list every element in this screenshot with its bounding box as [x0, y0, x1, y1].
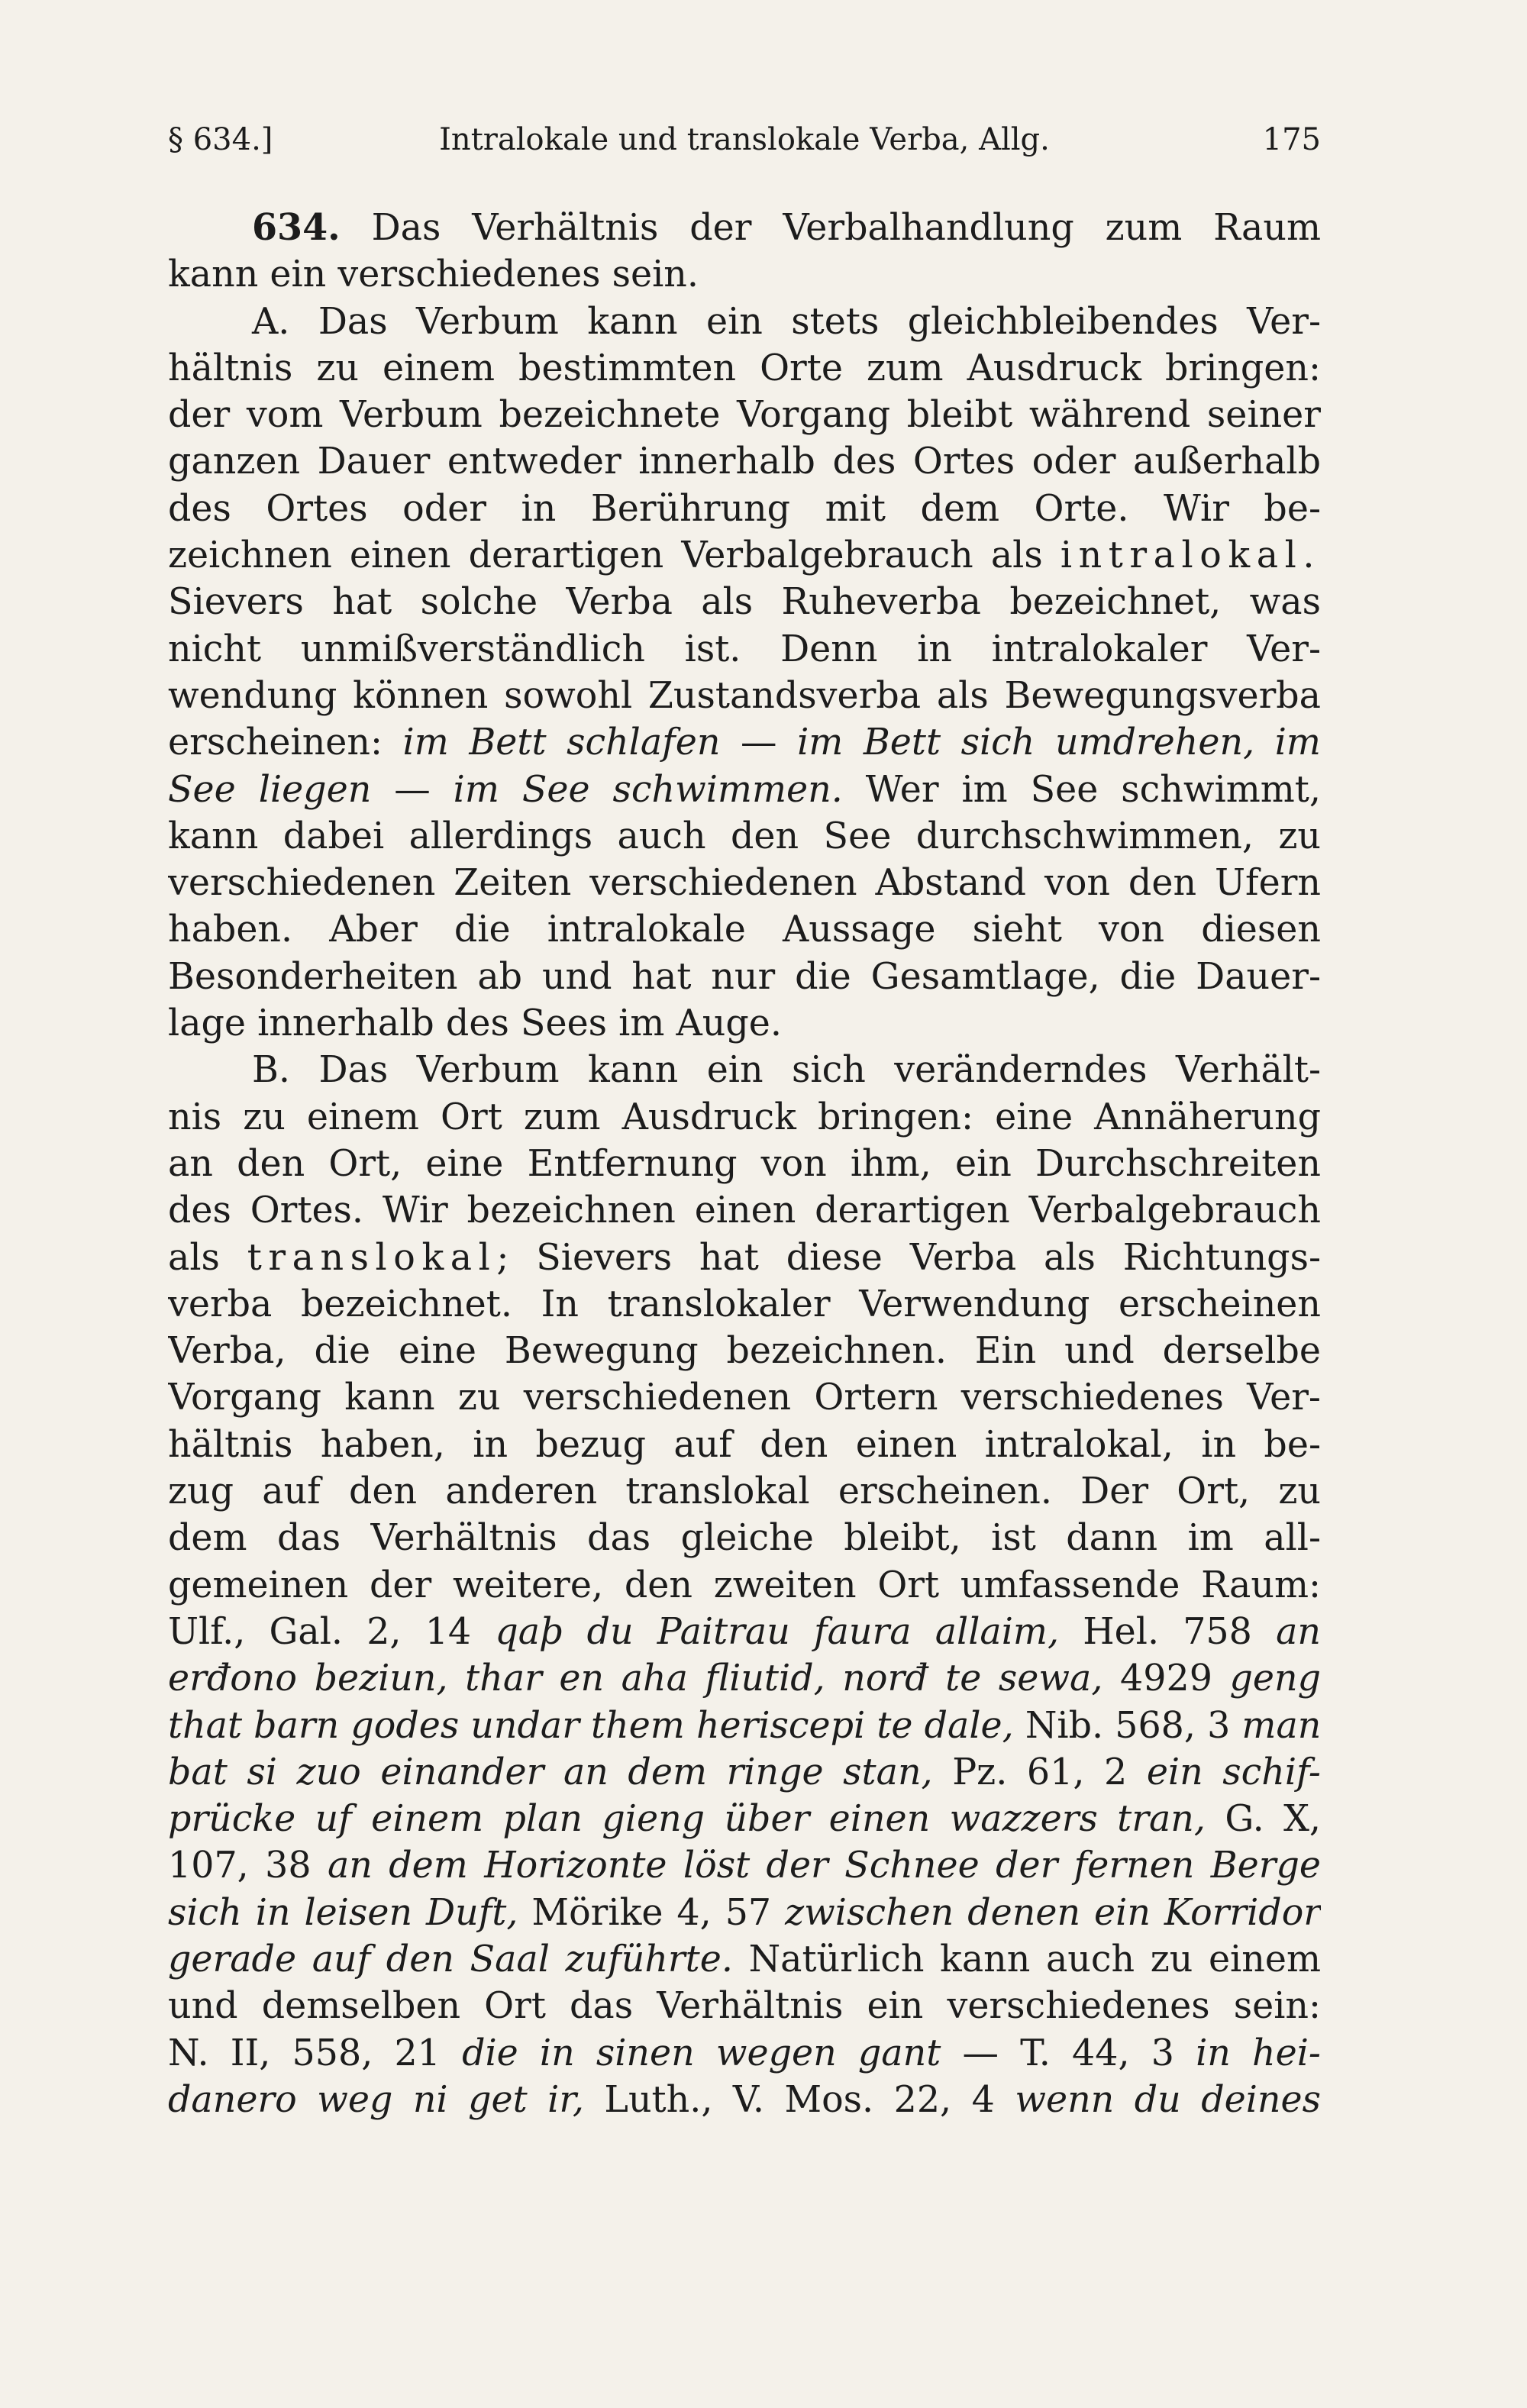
term-translokal: translokal [247, 1236, 497, 1279]
example-italic: an [1276, 1610, 1321, 1653]
example-italic: sich in leisen Duft, [168, 1891, 518, 1934]
text-line [168, 767, 1321, 813]
text-line: Besonderheiten ab und hat nur die Gesamtlage, die Dauer- [168, 955, 1321, 998]
text-line: der vom Verbum bezeichnete Vorgang bleibt während seiner [168, 394, 1321, 437]
citation: G. X, [1206, 1798, 1321, 1841]
header-title: Intralokale und translokale Verba, Allg. [439, 122, 1050, 157]
text-line [168, 2077, 1321, 2123]
example-italic: zwischen denen ein Korridor [785, 1891, 1321, 1934]
example-italic: See liegen [168, 768, 372, 811]
example-italic: erđono beziun, thar en aha fliutid, norđ te sewa, [168, 1658, 1103, 1700]
example-italic: wenn du deines [1015, 2078, 1321, 2121]
example-italic: im Bett sich umdrehen, im [797, 721, 1321, 764]
example-italic: im See schwimmen. [453, 768, 843, 811]
example-italic: an dem Horizonte löst der Schnee der fernen Berge [327, 1845, 1321, 1887]
example-italic: im Bett schlafen [402, 721, 721, 764]
text-line: Vorgang kann zu verschiedenen Ortern verschiedenes Ver- [168, 1377, 1321, 1419]
text-line: und demselben Ort das Verhältnis ein verschiedenes sein: [168, 1985, 1321, 2028]
citation: N. II, 558, 21 [168, 2032, 463, 2074]
citation: 107, 38 [168, 1845, 328, 1887]
text-line [168, 719, 1321, 766]
text-line [168, 1609, 1321, 1655]
term-intralokal: intralokal. [1060, 534, 1321, 577]
text-line: nis zu einem Ort zum Ausdruck bringen: eine Annäherung [168, 1096, 1321, 1138]
text-line: nicht unmißverständlich ist. Denn in intralokaler Ver- [168, 628, 1321, 670]
text-line: gemeinen der weitere, den zweiten Ort umfassende Raum: [168, 1564, 1321, 1606]
text-span: ; Sievers hat diese Verba als Richtungs- [496, 1236, 1321, 1279]
citation: Hel. 758 [1059, 1610, 1277, 1653]
text-span: — [720, 721, 798, 764]
header-section-ref: § 634.] [168, 122, 273, 157]
citation: — T. 44, 3 [941, 2032, 1196, 2074]
text-line [168, 532, 1321, 579]
example-italic: danero weg ni get ir, [168, 2078, 584, 2121]
citation: Nib. 568, 3 [1013, 1704, 1242, 1747]
text-line: B. Das Verbum kann ein sich veränderndes Verhält- [252, 1049, 1321, 1092]
text-span: Wer im See schwimmt, [842, 768, 1321, 811]
text-line: zug auf den anderen translokal erscheinen. Der Ort, zu [168, 1470, 1321, 1513]
page-number: 175 [1262, 122, 1321, 157]
text-line: verba bezeichnet. In translokaler Verwendung erscheinen [168, 1283, 1321, 1325]
text-line: hältnis zu einem bestimmten Orte zum Ausdruck bringen: [168, 347, 1321, 389]
text-line: verschiedenen Zeiten verschiedenen Abstand von den Ufern [168, 862, 1321, 905]
text-line [168, 205, 1321, 251]
citation: Luth., V. Mos. 22, 4 [583, 2078, 1015, 2121]
example-italic: gerade auf den Saal zuführte. [168, 1938, 733, 1980]
section-number: 634. [252, 206, 341, 249]
text-line: dem das Verhältnis das gleiche bleibt, ist dann im all- [168, 1517, 1321, 1560]
citation: Mörike 4, 57 [518, 1891, 786, 1934]
text-line [168, 1655, 1321, 1702]
text-line: kann ein verschiedenes sein. [168, 253, 699, 296]
text-span: Das Verhältnis der Verbalhandlung zum Raum [371, 207, 1321, 249]
text-span: als [168, 1236, 247, 1279]
text-span: — [371, 768, 454, 811]
citation: 4929 [1102, 1658, 1230, 1700]
text-span: zeichnen einen derartigen Verbalgebrauch als [168, 534, 1061, 577]
text-line: Verba, die eine Bewegung bezeichnen. Ein und derselbe [168, 1330, 1321, 1373]
example-italic: bat si zuo einander an dem ringe stan, [168, 1751, 933, 1793]
text-line [168, 1703, 1321, 1749]
example-italic: ein schif- [1146, 1751, 1321, 1793]
text-span: erscheinen: [168, 721, 403, 764]
text-line: Sievers hat solche Verba als Ruheverba bezeichnet, was [168, 581, 1321, 624]
running-header [168, 122, 1321, 168]
example-italic: qaþ du Paitrau faura allaim, [495, 1610, 1060, 1653]
text-line [168, 2030, 1321, 2077]
example-italic: geng [1229, 1658, 1321, 1700]
text-line: wendung können sowohl Zustandsverba als Bewegungsverba [168, 674, 1321, 717]
citation: Pz. 61, 2 [932, 1751, 1147, 1793]
text-line: des Ortes. Wir bezeichnen einen derartigen Verbalgebrauch [168, 1189, 1321, 1232]
text-line: ganzen Dauer entweder innerhalb des Ortes oder außerhalb [168, 441, 1321, 483]
example-italic: that barn godes undar them heriscepi te dale, [168, 1704, 1014, 1747]
citation: Ulf., Gal. 2, 14 [168, 1610, 496, 1653]
example-italic: in hei- [1196, 2032, 1321, 2074]
text-line [168, 1796, 1321, 1842]
text-line [168, 1890, 1321, 1936]
example-italic: man [1241, 1704, 1321, 1747]
text-line: lage innerhalb des Sees im Auge. [168, 1002, 782, 1045]
text-line [168, 1235, 1321, 1281]
text-line [168, 1842, 1321, 1889]
text-line: kann dabei allerdings auch den See durchschwimmen, zu [168, 815, 1321, 857]
example-italic: die in sinen wegen gant [462, 2032, 941, 2074]
text-line [168, 1749, 1321, 1796]
text-line: an den Ort, eine Entfernung von ihm, ein Durchschreiten [168, 1142, 1321, 1185]
text-line [168, 1936, 1321, 1983]
text-line: A. Das Verbum kann ein stets gleichbleibendes Ver- [252, 300, 1321, 343]
text-line: des Ortes oder in Berührung mit dem Orte. Wir be- [168, 487, 1321, 530]
text-span: Natürlich kann auch zu einem [732, 1938, 1321, 1980]
text-line: haben. Aber die intralokale Aussage sieht von diesen [168, 909, 1321, 951]
example-italic: prücke uf einem plan gieng über einen wazzers tran, [168, 1798, 1206, 1841]
body-text [168, 205, 1321, 2123]
text-line: hältnis haben, in bezug auf den einen intralokal, in be- [168, 1423, 1321, 1466]
